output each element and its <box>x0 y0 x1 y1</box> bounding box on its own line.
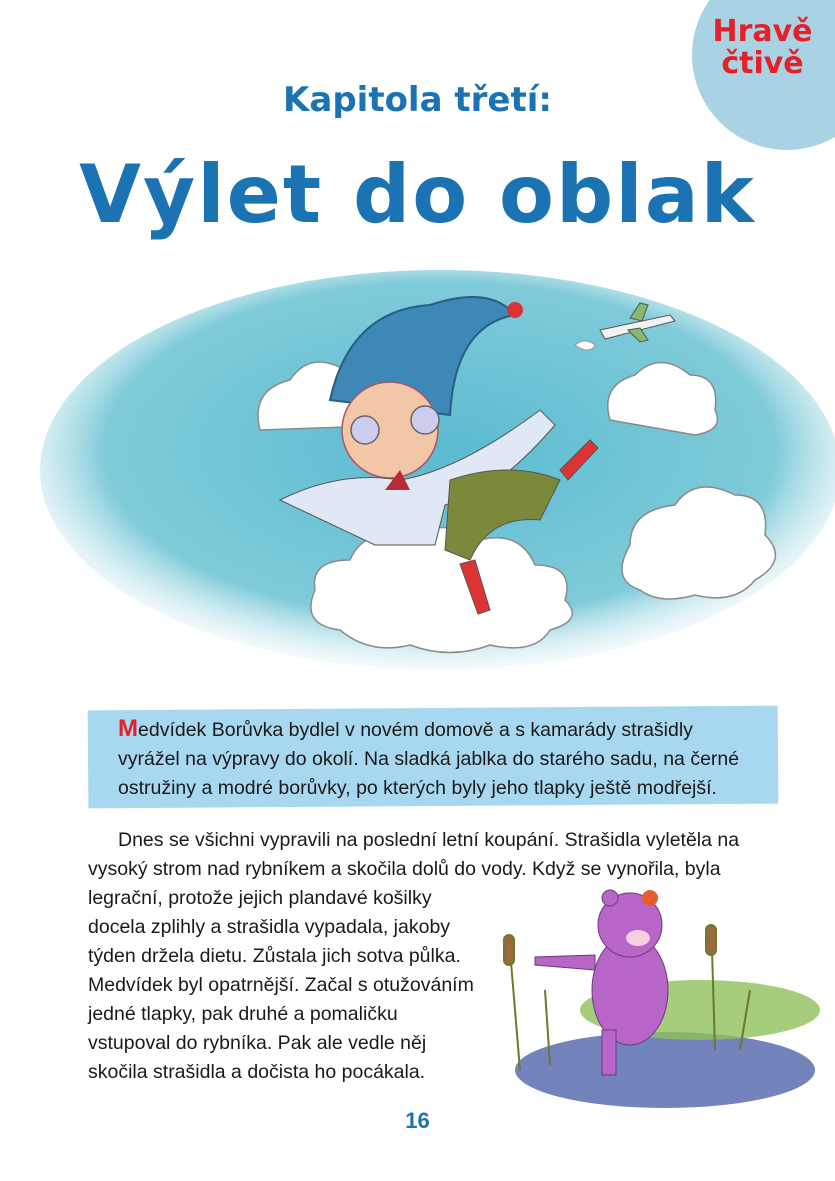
intro-line-2: vyrážel na výpravy do okolí. Na sladká jablka do starého sadu, na černé <box>118 748 740 770</box>
body-line: jedné tlapky, pak druhé a pomaličku <box>88 1003 398 1025</box>
body-line: docela zplihly a strašidla vypadala, jakoby <box>88 916 451 938</box>
body-paragraph-short <box>88 884 508 1087</box>
body-line: Dnes se všichni vypravili na poslední letní koupání. Strašidla vyletěla na <box>118 829 740 851</box>
body-line: vstupoval do rybníka. Pak ale vedle něj <box>88 1032 427 1054</box>
intro-paragraph <box>118 714 758 803</box>
body-line: legrační, protože jejich plandavé košilky <box>88 887 432 909</box>
badge-line-2: čtivě <box>721 46 804 81</box>
badge-line-1: Hravě <box>712 14 813 49</box>
chapter-label: Kapitola třetí: <box>283 80 552 120</box>
body-line: skočila strašidla a dočista ho pocákala. <box>88 1061 426 1083</box>
pond <box>515 1032 815 1108</box>
dropcap: M <box>118 715 138 742</box>
page-title: Výlet do oblak <box>79 148 756 241</box>
body-line: vysoký strom nad rybníkem a skočila dolů do vody. Když se vynořila, byla <box>88 858 721 880</box>
page-number: 16 <box>405 1108 430 1133</box>
body-line: Medvídek byl opatrnější. Začal s otužováním <box>88 974 474 996</box>
intro-line-1: Medvídek Borůvka bydlel v novém domově a s kamarády strašidly <box>118 715 693 742</box>
intro-line-3: ostružiny a modré borůvky, po kterých byly jeho tlapky ještě modřejší. <box>118 777 717 799</box>
body-paragraph-full <box>88 826 778 884</box>
body-line: týden držela dietu. Zůstala jich sotva půlka. <box>88 945 461 967</box>
bear-in-pond-illustration <box>490 880 820 1110</box>
